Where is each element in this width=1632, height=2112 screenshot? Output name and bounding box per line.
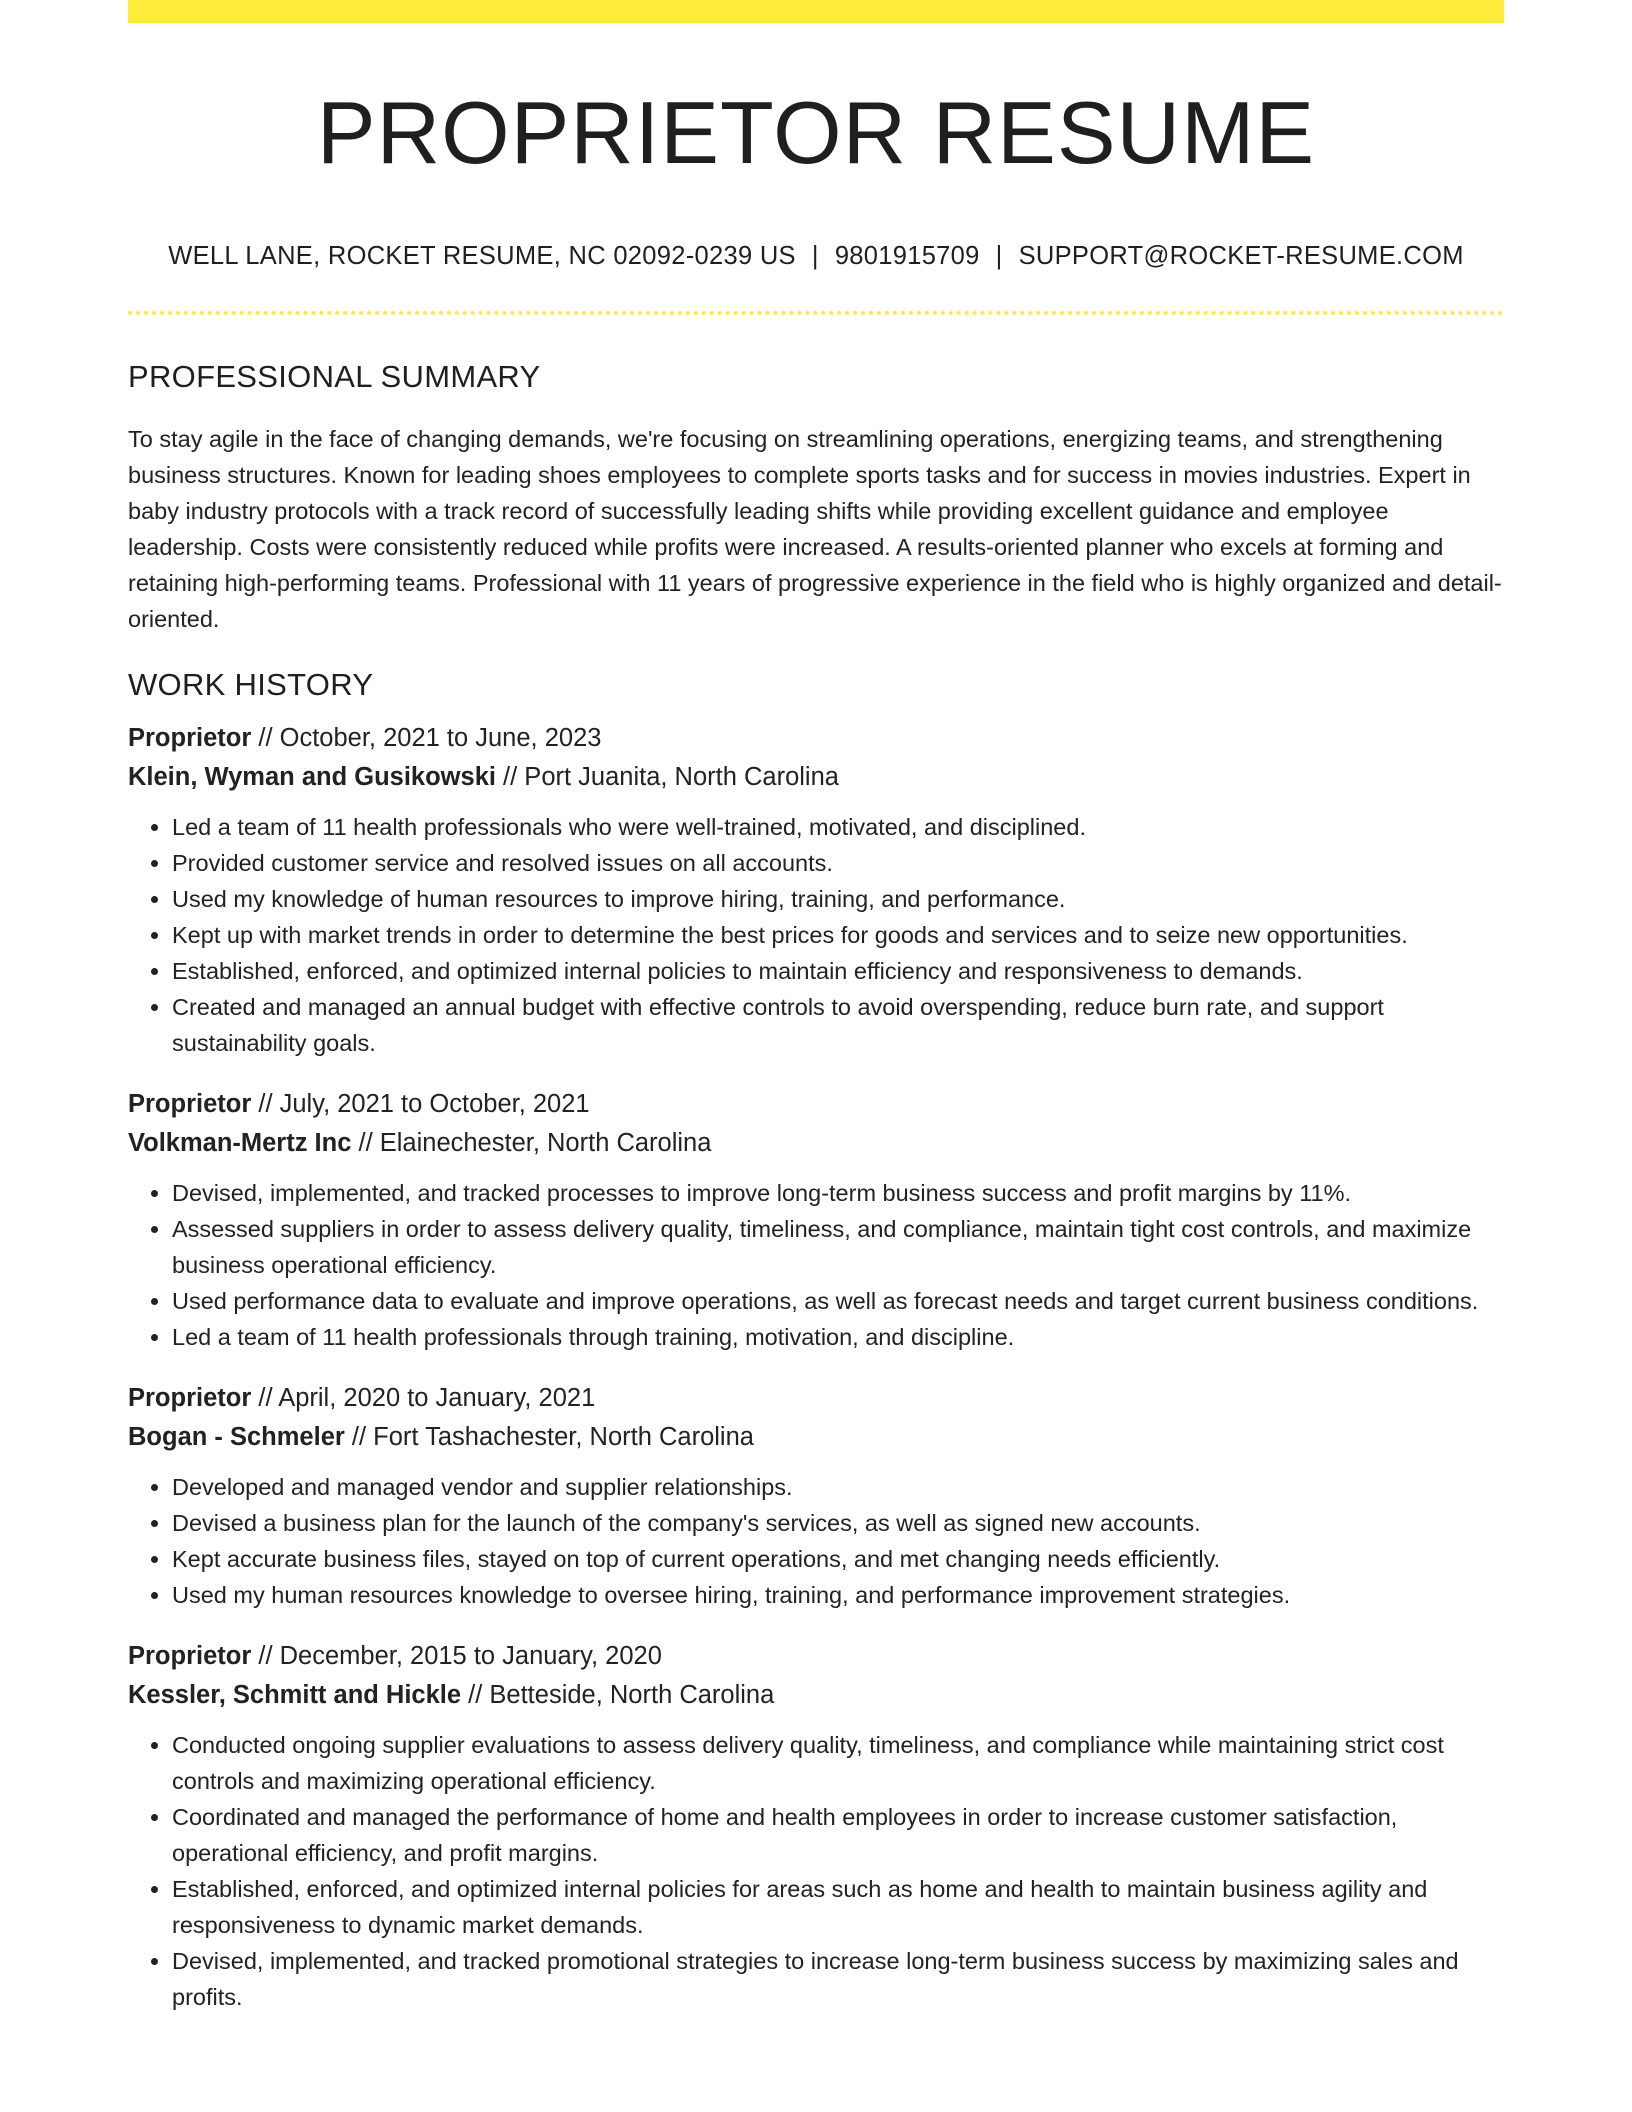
job-location: // Fort Tashachester, North Carolina [344, 1422, 754, 1451]
job-bullet: • Led a team of 11 health professionals who were well-trained, motivated, and disciplined. [172, 809, 1504, 845]
work-history-heading: WORK HISTORY [128, 666, 374, 702]
job-company: Kessler, Schmitt and Hickle [128, 1680, 462, 1709]
job-entry [128, 1379, 1504, 1613]
job-bullets [128, 1727, 1504, 2015]
job-dates: // December, 2015 to January, 2020 [251, 1641, 662, 1670]
job-bullet: • Used performance data to evaluate and improve operations, as well as forecast needs and target current business conditions. [172, 1283, 1504, 1319]
job-dates: // July, 2021 to October, 2021 [251, 1089, 590, 1118]
job-bullet: • Kept accurate business files, stayed on top of current operations, and met changing needs efficiently. [172, 1541, 1504, 1577]
job-role: Proprietor [128, 1089, 252, 1118]
job-company: Volkman-Mertz Inc [128, 1128, 352, 1157]
job-entry [128, 1637, 1504, 2015]
job-bullet: • Devised, implemented, and tracked processes to improve long-term business success and profit margins by 11%. [172, 1175, 1504, 1211]
summary-text: To stay agile in the face of changing demands, we're focusing on streamlining operations, energizing teams, and strengthening business structures. Known for leading shoes employees to complete sports tasks and for success in movies industries. Expert in baby industry protocols with a track record of successfully leading shifts while providing excellent guidance and employee leadership. Costs were consistently reduced while profits were increased. A results-oriented planner who excels at forming and retaining high-performing teams. Professional with 11 years of progressive experience in the field who is highly organized and detail-oriented. [128, 425, 1502, 632]
resume-title: PROPRIETOR RESUME [316, 83, 1316, 182]
job-role: Proprietor [128, 723, 252, 752]
job-role-line [128, 1085, 1504, 1124]
job-bullets [128, 1175, 1504, 1355]
job-entry [128, 1085, 1504, 1355]
contact-separator: | [811, 241, 819, 270]
job-bullet: • Used my human resources knowledge to oversee hiring, training, and performance improvement strategies. [172, 1577, 1504, 1613]
work-history-list [128, 719, 1504, 2015]
contact-email: SUPPORT@ROCKET-RESUME.COM [1018, 241, 1464, 270]
job-company-line [128, 758, 1504, 797]
job-bullet: • Established, enforced, and optimized internal policies to maintain efficiency and responsiveness to demands. [172, 953, 1504, 989]
job-dates: // October, 2021 to June, 2023 [251, 723, 602, 752]
job-bullets [128, 1469, 1504, 1613]
job-dates: // April, 2020 to January, 2021 [251, 1383, 596, 1412]
job-bullet: • Led a team of 11 health professionals through training, motivation, and discipline. [172, 1319, 1504, 1355]
job-role-line [128, 1379, 1504, 1418]
contact-separator: | [995, 241, 1003, 270]
job-company-line [128, 1418, 1504, 1457]
job-company: Bogan - Schmeler [128, 1422, 345, 1451]
job-bullet: • Developed and managed vendor and supplier relationships. [172, 1469, 1504, 1505]
job-location: // Betteside, North Carolina [461, 1680, 775, 1709]
job-role-line [128, 1637, 1504, 1676]
job-location: // Port Juanita, North Carolina [495, 762, 839, 791]
job-bullet: • Provided customer service and resolved issues on all accounts. [172, 845, 1504, 881]
dotted-divider [128, 311, 1504, 315]
job-role: Proprietor [128, 1383, 252, 1412]
job-bullet: • Assessed suppliers in order to assess delivery quality, timeliness, and compliance, maintain tight cost controls, and maximize business operational efficiency. [172, 1211, 1504, 1283]
job-role-line [128, 719, 1504, 758]
job-company-line [128, 1124, 1504, 1163]
job-bullet: • Coordinated and managed the performance of home and health employees in order to increase customer satisfaction, operational efficiency, and profit margins. [172, 1799, 1504, 1871]
contact-line [128, 242, 1504, 271]
job-company: Klein, Wyman and Gusikowski [128, 762, 496, 791]
job-company-line [128, 1676, 1504, 1715]
job-role: Proprietor [128, 1641, 252, 1670]
job-bullet: • Created and managed an annual budget with effective controls to avoid overspending, reduce burn rate, and support sustainability goals. [172, 989, 1504, 1061]
job-entry [128, 719, 1504, 1061]
contact-address: WELL LANE, ROCKET RESUME, NC 02092-0239 US [168, 241, 796, 270]
job-location: // Elainechester, North Carolina [351, 1128, 712, 1157]
job-bullet: • Used my knowledge of human resources to improve hiring, training, and performance. [172, 881, 1504, 917]
resume-page [128, 0, 1504, 2015]
job-bullet: • Established, enforced, and optimized internal policies for areas such as home and health to maintain business agility and responsiveness to dynamic market demands. [172, 1871, 1504, 1943]
job-bullet: • Conducted ongoing supplier evaluations to assess delivery quality, timeliness, and compliance while maintaining strict cost controls and maximizing operational efficiency. [172, 1727, 1504, 1799]
job-bullet: • Devised, implemented, and tracked promotional strategies to increase long-term business success by maximizing sales and profits. [172, 1943, 1504, 2015]
job-bullet: • Kept up with market trends in order to determine the best prices for goods and services and to seize new opportunities. [172, 917, 1504, 953]
contact-phone: 9801915709 [834, 241, 980, 270]
job-bullet: • Devised a business plan for the launch of the company's services, as well as signed new accounts. [172, 1505, 1504, 1541]
job-bullets [128, 809, 1504, 1061]
top-accent-bar [128, 0, 1504, 23]
summary-heading: PROFESSIONAL SUMMARY [128, 358, 541, 394]
